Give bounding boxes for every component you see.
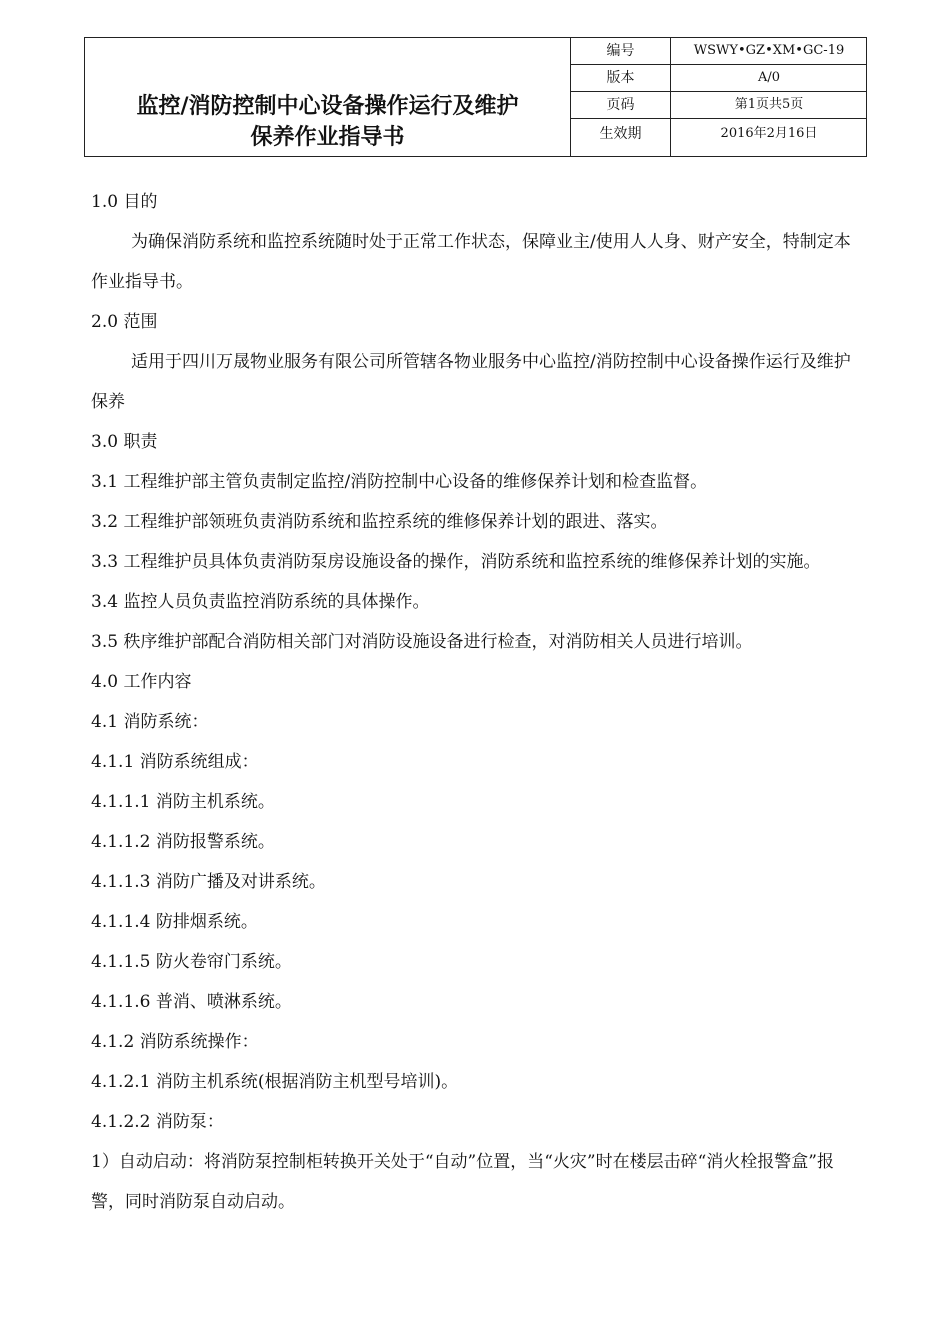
document-title-line2: 保养作业指导书 [250, 125, 405, 150]
clause-4-1-2-1: 4.1.2.1 消防主机系统(根据消防主机型号培训)。 [91, 1072, 459, 1092]
clause-3-3: 3.3 工程维护员具体负责消防泵房设施设备的操作，消防系统和监控系统的维修保养计划的实施。 [91, 552, 821, 572]
section-heading-work-content: 4.0 工作内容 [91, 672, 192, 692]
meta-row-effective-date [571, 119, 867, 156]
meta-label: 生效期 [571, 119, 671, 156]
clause-4-1: 4.1 消防系统： [91, 712, 209, 732]
clause-auto-start: 1）自动启动：将消防泵控制柜转换开关处于“自动”位置，当“火灾”时在楼层击碎“消火栓报警盒”报警，同时消防泵自动启动。 [91, 1152, 834, 1212]
meta-row-page [571, 92, 867, 118]
clause-4-1-1-4: 4.1.1.4 防排烟系统。 [91, 912, 258, 932]
document-title-line1: 监控/消防控制中心设备操作运行及维护 [136, 94, 519, 119]
clause-4-1-1-6: 4.1.1.6 普消、喷淋系统。 [91, 992, 292, 1012]
document-header-table [84, 37, 867, 157]
clause-4-1-1-1: 4.1.1.1 消防主机系统。 [91, 792, 275, 812]
clause-3-1: 3.1 工程维护部主管负责制定监控/消防控制中心设备的维修保养计划和检查监督。 [91, 472, 708, 492]
document-meta-table [570, 38, 866, 156]
clause-4-1-1-5: 4.1.1.5 防火卷帘门系统。 [91, 952, 292, 972]
meta-row-code [571, 38, 867, 64]
clause-3-5: 3.5 秩序维护部配合消防相关部门对消防设施设备进行检查，对消防相关人员进行培训。 [91, 632, 753, 652]
meta-value: 第1页共5页 [734, 97, 804, 112]
meta-value: A/0 [757, 70, 781, 85]
section-heading-responsibilities: 3.0 职责 [91, 432, 158, 452]
clause-4-1-1: 4.1.1 消防系统组成： [91, 752, 259, 772]
clause-4-1-2-2: 4.1.2.2 消防泵： [91, 1112, 224, 1132]
clause-3-4: 3.4 监控人员负责监控消防系统的具体操作。 [91, 592, 430, 612]
section-heading-scope: 2.0 范围 [91, 312, 158, 332]
document-title [85, 88, 570, 156]
clause-4-1-1-2: 4.1.1.2 消防报警系统。 [91, 832, 275, 852]
meta-label: 版本 [571, 65, 671, 91]
meta-value: WSWY•GZ•XM•GC-19 [693, 43, 845, 58]
clause-4-1-1-3: 4.1.1.3 消防广播及对讲系统。 [91, 872, 326, 892]
clause-3-2: 3.2 工程维护部领班负责消防系统和监控系统的维修保养计划的跟进、落实。 [91, 512, 668, 532]
paragraph-scope: 适用于四川万晟物业服务有限公司所管辖各物业服务中心监控/消防控制中心设备操作运行及维护保养 [91, 352, 851, 412]
section-heading-purpose: 1.0 目的 [91, 192, 158, 212]
meta-value: 2016年2月16日 [720, 126, 818, 141]
meta-label: 页码 [571, 92, 671, 118]
document-body [91, 182, 861, 1222]
paragraph-purpose: 为确保消防系统和监控系统随时处于正常工作状态，保障业主/使用人人身、财产安全，特制定本作业指导书。 [91, 232, 851, 292]
meta-label: 编号 [571, 38, 671, 64]
meta-row-version [571, 65, 867, 91]
clause-4-1-2: 4.1.2 消防系统操作： [91, 1032, 259, 1052]
